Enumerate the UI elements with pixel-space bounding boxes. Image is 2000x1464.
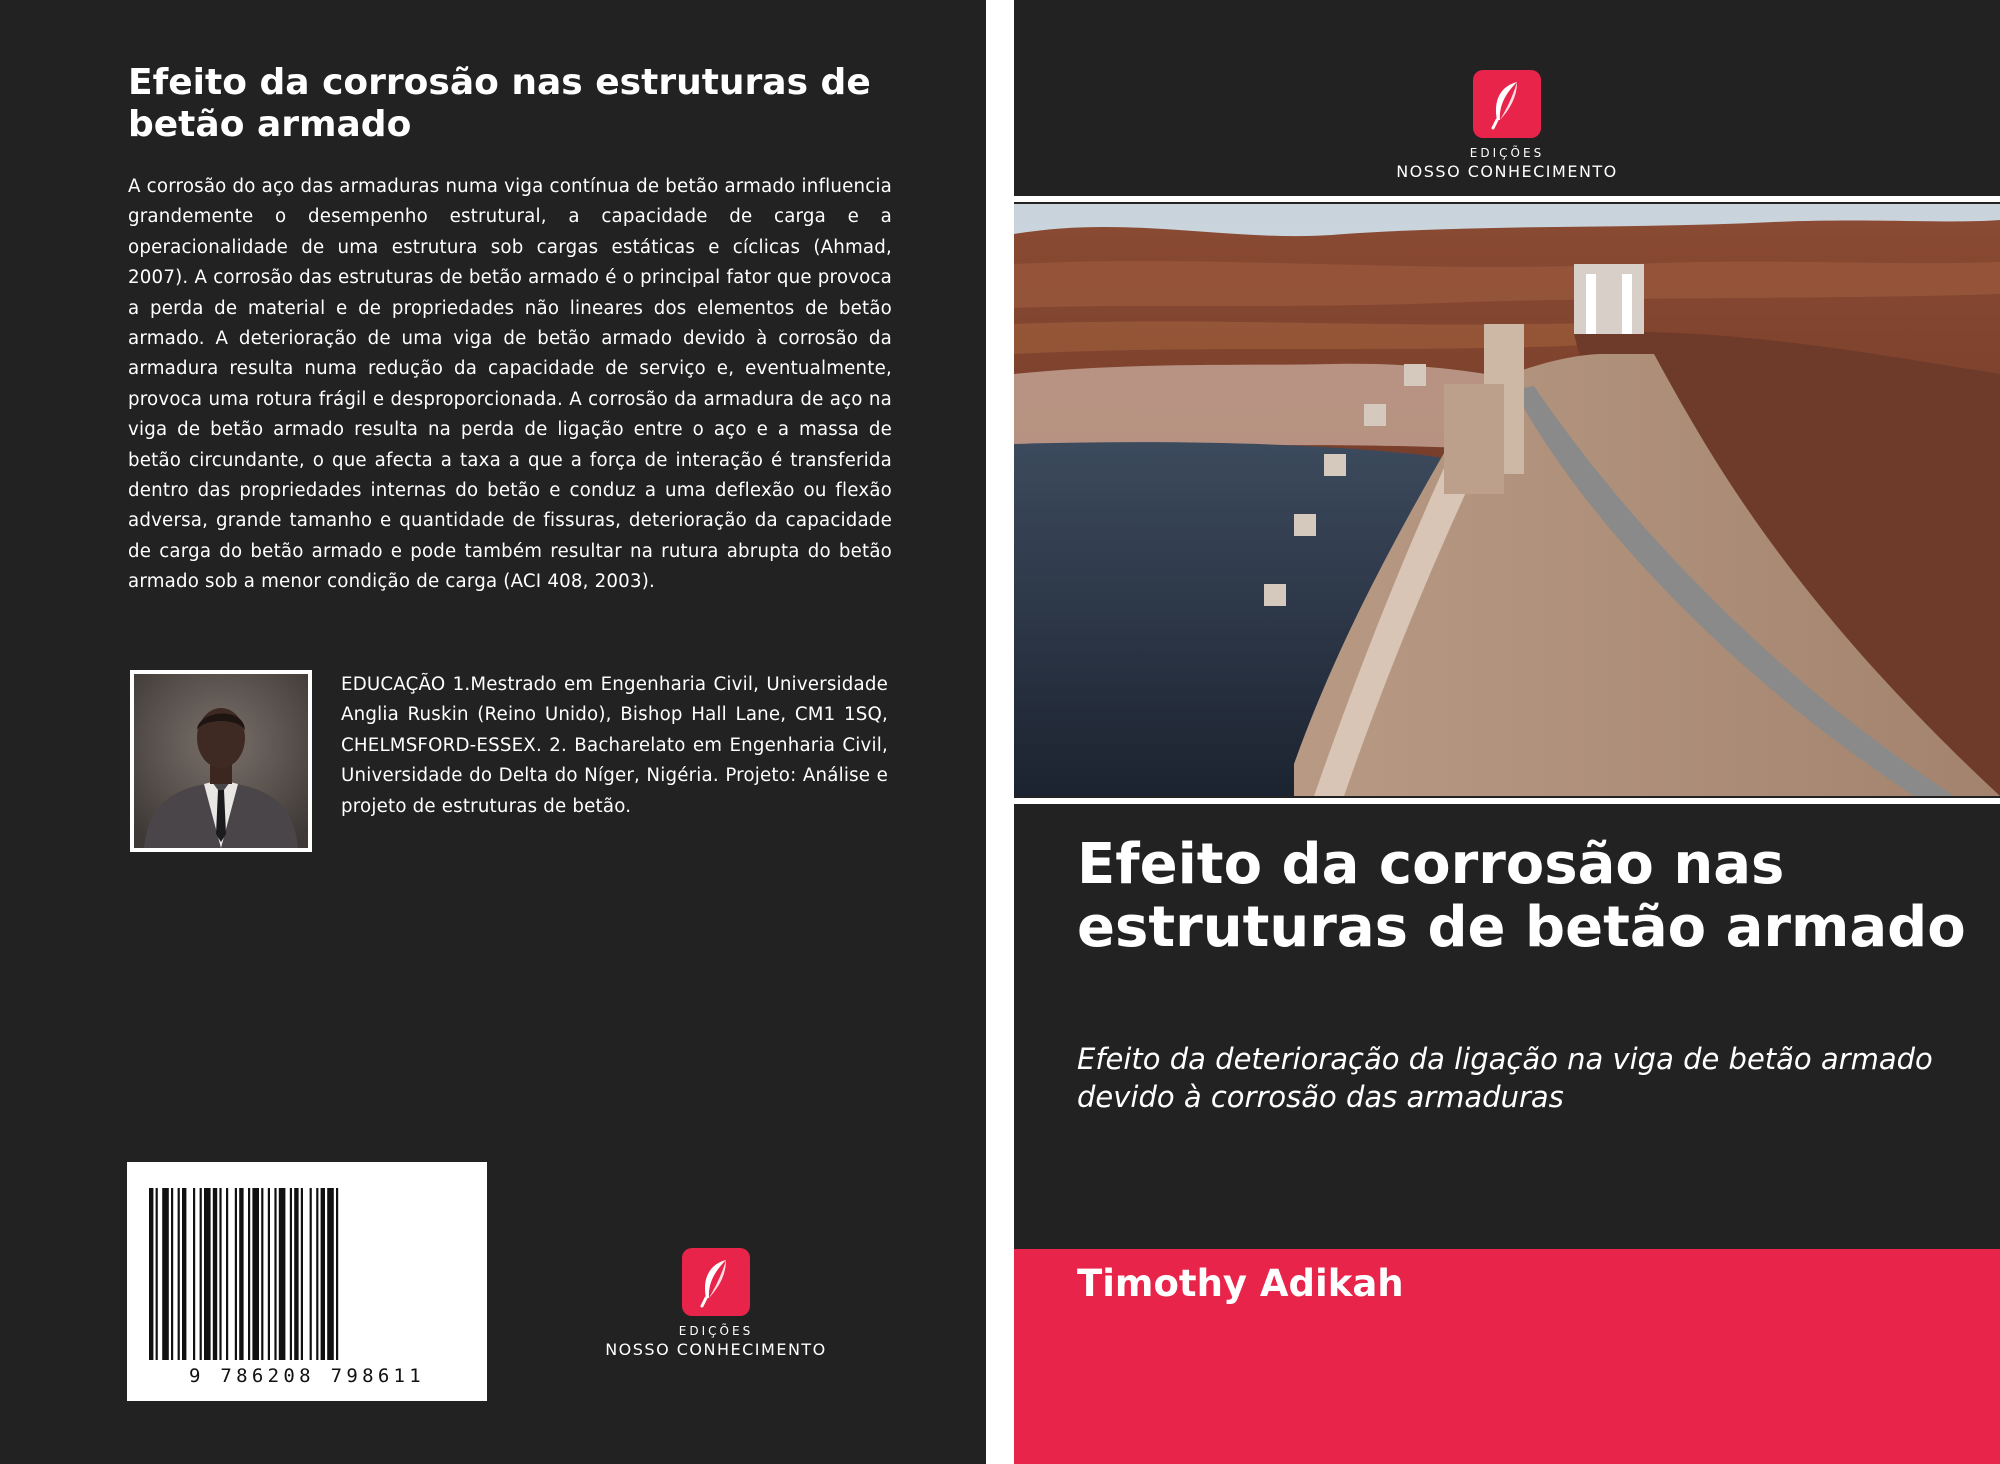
- barcode-bar: [200, 1188, 202, 1360]
- barcode-bar: [310, 1188, 312, 1360]
- barcode-bar: [182, 1188, 186, 1360]
- barcode-bar: [193, 1188, 195, 1360]
- publisher-line2: NOSSO CONHECIMENTO: [1396, 162, 1618, 181]
- barcode-bar: [226, 1188, 228, 1360]
- top-divider: [1014, 196, 2000, 202]
- back-cover-description: A corrosão do aço das armaduras numa viga contínua de betão armado influencia grandemente o desempenho estrutural, a capacidade de carga e a operacionalidade de uma estrutura sob cargas estáticas e cíclicas (Ahmad, 2007). A corrosão das estruturas de betão armado é o principal fator que provoca a perda de material e de propriedades não lineares dos elementos de betão armado. A deterioração de uma viga de betão armado devido à corrosão da armadura resulta numa redução da capacidade de serviço e, eventualmente, provoca uma rotura frágil e desproporcionada. A corrosão da armadura de aço na viga de betão armado resulta na perda de ligação entre o aço e a massa de betão circundante, o que afecta a taxa a que a força de interação é transferida dentro das propriedades internas do betão e conduz a uma deflexão ou flexão adversa, grande tamanho e quantidade de fissuras, deterioração da capacidade de carga do betão armado e pode também resultar na rutura abrupta do betão armado sob a menor condição de carga (ACI 408, 2003).: [128, 176, 892, 593]
- barcode-bar: [162, 1188, 169, 1360]
- back-cover-title: Efeito da corrosão nas estruturas de betão armado: [128, 62, 871, 145]
- barcode-bar: [290, 1188, 292, 1360]
- front-cover-subtitle: Efeito da deterioração da ligação na viga de betão armado devido à corrosão das armaduras: [1077, 1042, 1933, 1114]
- barcode-bar: [213, 1188, 217, 1360]
- back-cover: [0, 0, 986, 1464]
- barcode-bar: [274, 1188, 276, 1360]
- barcode-bar: [149, 1188, 153, 1360]
- barcode-bar: [171, 1188, 173, 1360]
- barcode-bar: [327, 1188, 334, 1360]
- author-photo: [130, 670, 312, 852]
- barcode-bar: [301, 1188, 303, 1360]
- barcode-bar: [235, 1188, 237, 1360]
- author-portrait: [134, 674, 308, 848]
- barcode-bar: [239, 1188, 243, 1360]
- feather-icon: [1473, 70, 1541, 138]
- barcode-bar: [204, 1188, 211, 1360]
- barcode-bar: [294, 1188, 298, 1360]
- barcode-bar: [316, 1188, 318, 1360]
- barcode-bar: [252, 1188, 259, 1360]
- barcode-bar: [156, 1188, 158, 1360]
- barcode-bar: [268, 1188, 270, 1360]
- publisher-logo-back: [596, 1248, 836, 1359]
- dam-illustration: [1014, 204, 2000, 796]
- isbn-barcode: [127, 1162, 487, 1401]
- author-bio: EDUCAÇÃO 1.Mestrado em Engenharia Civil, Universidade Anglia Ruskin (Reino Unido), Bishop Hall Lane, CM1 1SQ, CHELMSFORD-ESSEX. 2. Bacharelato em Engenharia Civil, Universidade do Delta do Níger, Nigéria. Projeto: Análise e projeto de estruturas de betão.: [341, 674, 888, 817]
- barcode-bar: [248, 1188, 250, 1360]
- barcode-bar: [178, 1188, 180, 1360]
- barcode-bar: [279, 1188, 286, 1360]
- bottom-divider: [1014, 798, 2000, 804]
- publisher-line1: EDIÇÕES: [678, 1324, 754, 1338]
- publisher-line2: NOSSO CONHECIMENTO: [605, 1340, 827, 1359]
- dam-photo: [1014, 204, 2000, 796]
- barcode-bar: [321, 1188, 325, 1360]
- barcode-bar: [336, 1188, 338, 1360]
- barcode-bar: [261, 1188, 263, 1360]
- publisher-line1: EDIÇÕES: [1469, 146, 1545, 160]
- barcode-bar: [219, 1188, 221, 1360]
- author-name: Timothy Adikah: [1077, 1262, 1404, 1305]
- front-cover-title: Efeito da corrosão nas estruturas de betão armado: [1077, 832, 1966, 960]
- publisher-logo-front: [1387, 70, 1627, 181]
- feather-icon: [682, 1248, 750, 1316]
- front-cover: [1014, 0, 2000, 1464]
- isbn-digits: 9 786208 798611: [188, 1365, 426, 1387]
